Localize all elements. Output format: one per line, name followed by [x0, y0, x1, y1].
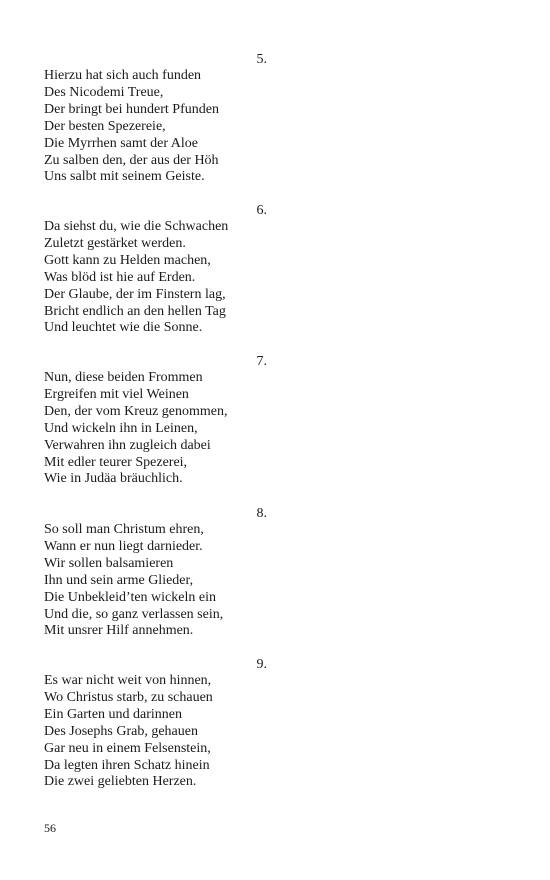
verse-line: Und die, so ganz verlassen sein,	[44, 606, 224, 622]
stanza-number: 6.	[256, 203, 267, 218]
stanza-number: 9.	[256, 657, 267, 672]
page-number: 56	[44, 821, 56, 835]
stanza-number: 5.	[256, 52, 267, 67]
verse-line: Der bringt bei hundert Pfunden	[44, 101, 219, 117]
verse-line: Ein Garten und darinnen	[44, 706, 183, 722]
stanza-lines	[44, 68, 219, 186]
verse-line: Die zwei geliebten Herzen.	[44, 774, 197, 790]
verse-line: Ergreifen mit viel Weinen	[44, 386, 189, 402]
verse-line: Nun, diese beiden Frommen	[44, 370, 203, 385]
verse-line: Des Josephs Grab, gehauen	[44, 723, 198, 739]
verse-line: Bricht endlich an den hellen Tag	[44, 303, 226, 319]
verse-line: Mit unsrer Hilf annehmen.	[44, 623, 194, 639]
verse-line: Hierzu hat sich auch funden	[44, 68, 202, 83]
verse-line: Der besten Spezereie,	[44, 118, 166, 134]
stanza-number: 7.	[256, 354, 267, 369]
verse-line: Was blöd ist hie auf Erden.	[44, 269, 196, 285]
verse-line: Verwahren ihn zugleich dabei	[44, 437, 211, 453]
verse-line: Es war nicht weit von hinnen,	[44, 673, 212, 688]
stanza-lines	[44, 370, 228, 488]
verse-line: Wir sollen balsamieren	[44, 555, 174, 571]
verse-line: Wann er nun liegt darnieder.	[44, 538, 203, 554]
stanza-number: 8.	[256, 506, 267, 521]
verse-line: Zu salben den, der aus der Höh	[44, 152, 219, 168]
verse-line: So soll man Christum ehren,	[44, 522, 204, 537]
stanza-lines	[44, 219, 228, 337]
verse-line: Mit edler teurer Spezerei,	[44, 454, 188, 470]
verse-line: Und leuchtet wie die Sonne.	[44, 320, 203, 336]
stanza-lines	[44, 673, 213, 791]
verse-line: Gott kann zu Helden machen,	[44, 252, 211, 268]
verse-line: Die Myrrhen samt der Aloe	[44, 135, 198, 151]
verse-line: Und wickeln ihn in Leinen,	[44, 420, 198, 436]
verse-line: Da siehst du, wie die Schwachen	[44, 219, 229, 234]
verse-line: Ihn und sein arme Glieder,	[44, 572, 194, 588]
verse-line: Wo Christus starb, zu schauen	[44, 689, 213, 705]
verse-line: Gar neu in einem Felsenstein,	[44, 740, 211, 756]
verse-line: Uns salbt mit seinem Geiste.	[44, 169, 205, 185]
verse-line: Der Glaube, der im Finstern lag,	[44, 286, 226, 302]
verse-line: Den, der vom Kreuz genommen,	[44, 403, 228, 419]
verse-line: Wie in Judäa bräuchlich.	[44, 471, 183, 487]
verse-line: Da legten ihren Schatz hinein	[44, 757, 210, 773]
verse-line: Zuletzt gestärket werden.	[44, 235, 186, 251]
stanza-lines	[44, 522, 223, 640]
verse-line: Des Nicodemi Treue,	[44, 84, 164, 100]
verse-line: Die Unbekleid’ten wickeln ein	[44, 589, 216, 605]
